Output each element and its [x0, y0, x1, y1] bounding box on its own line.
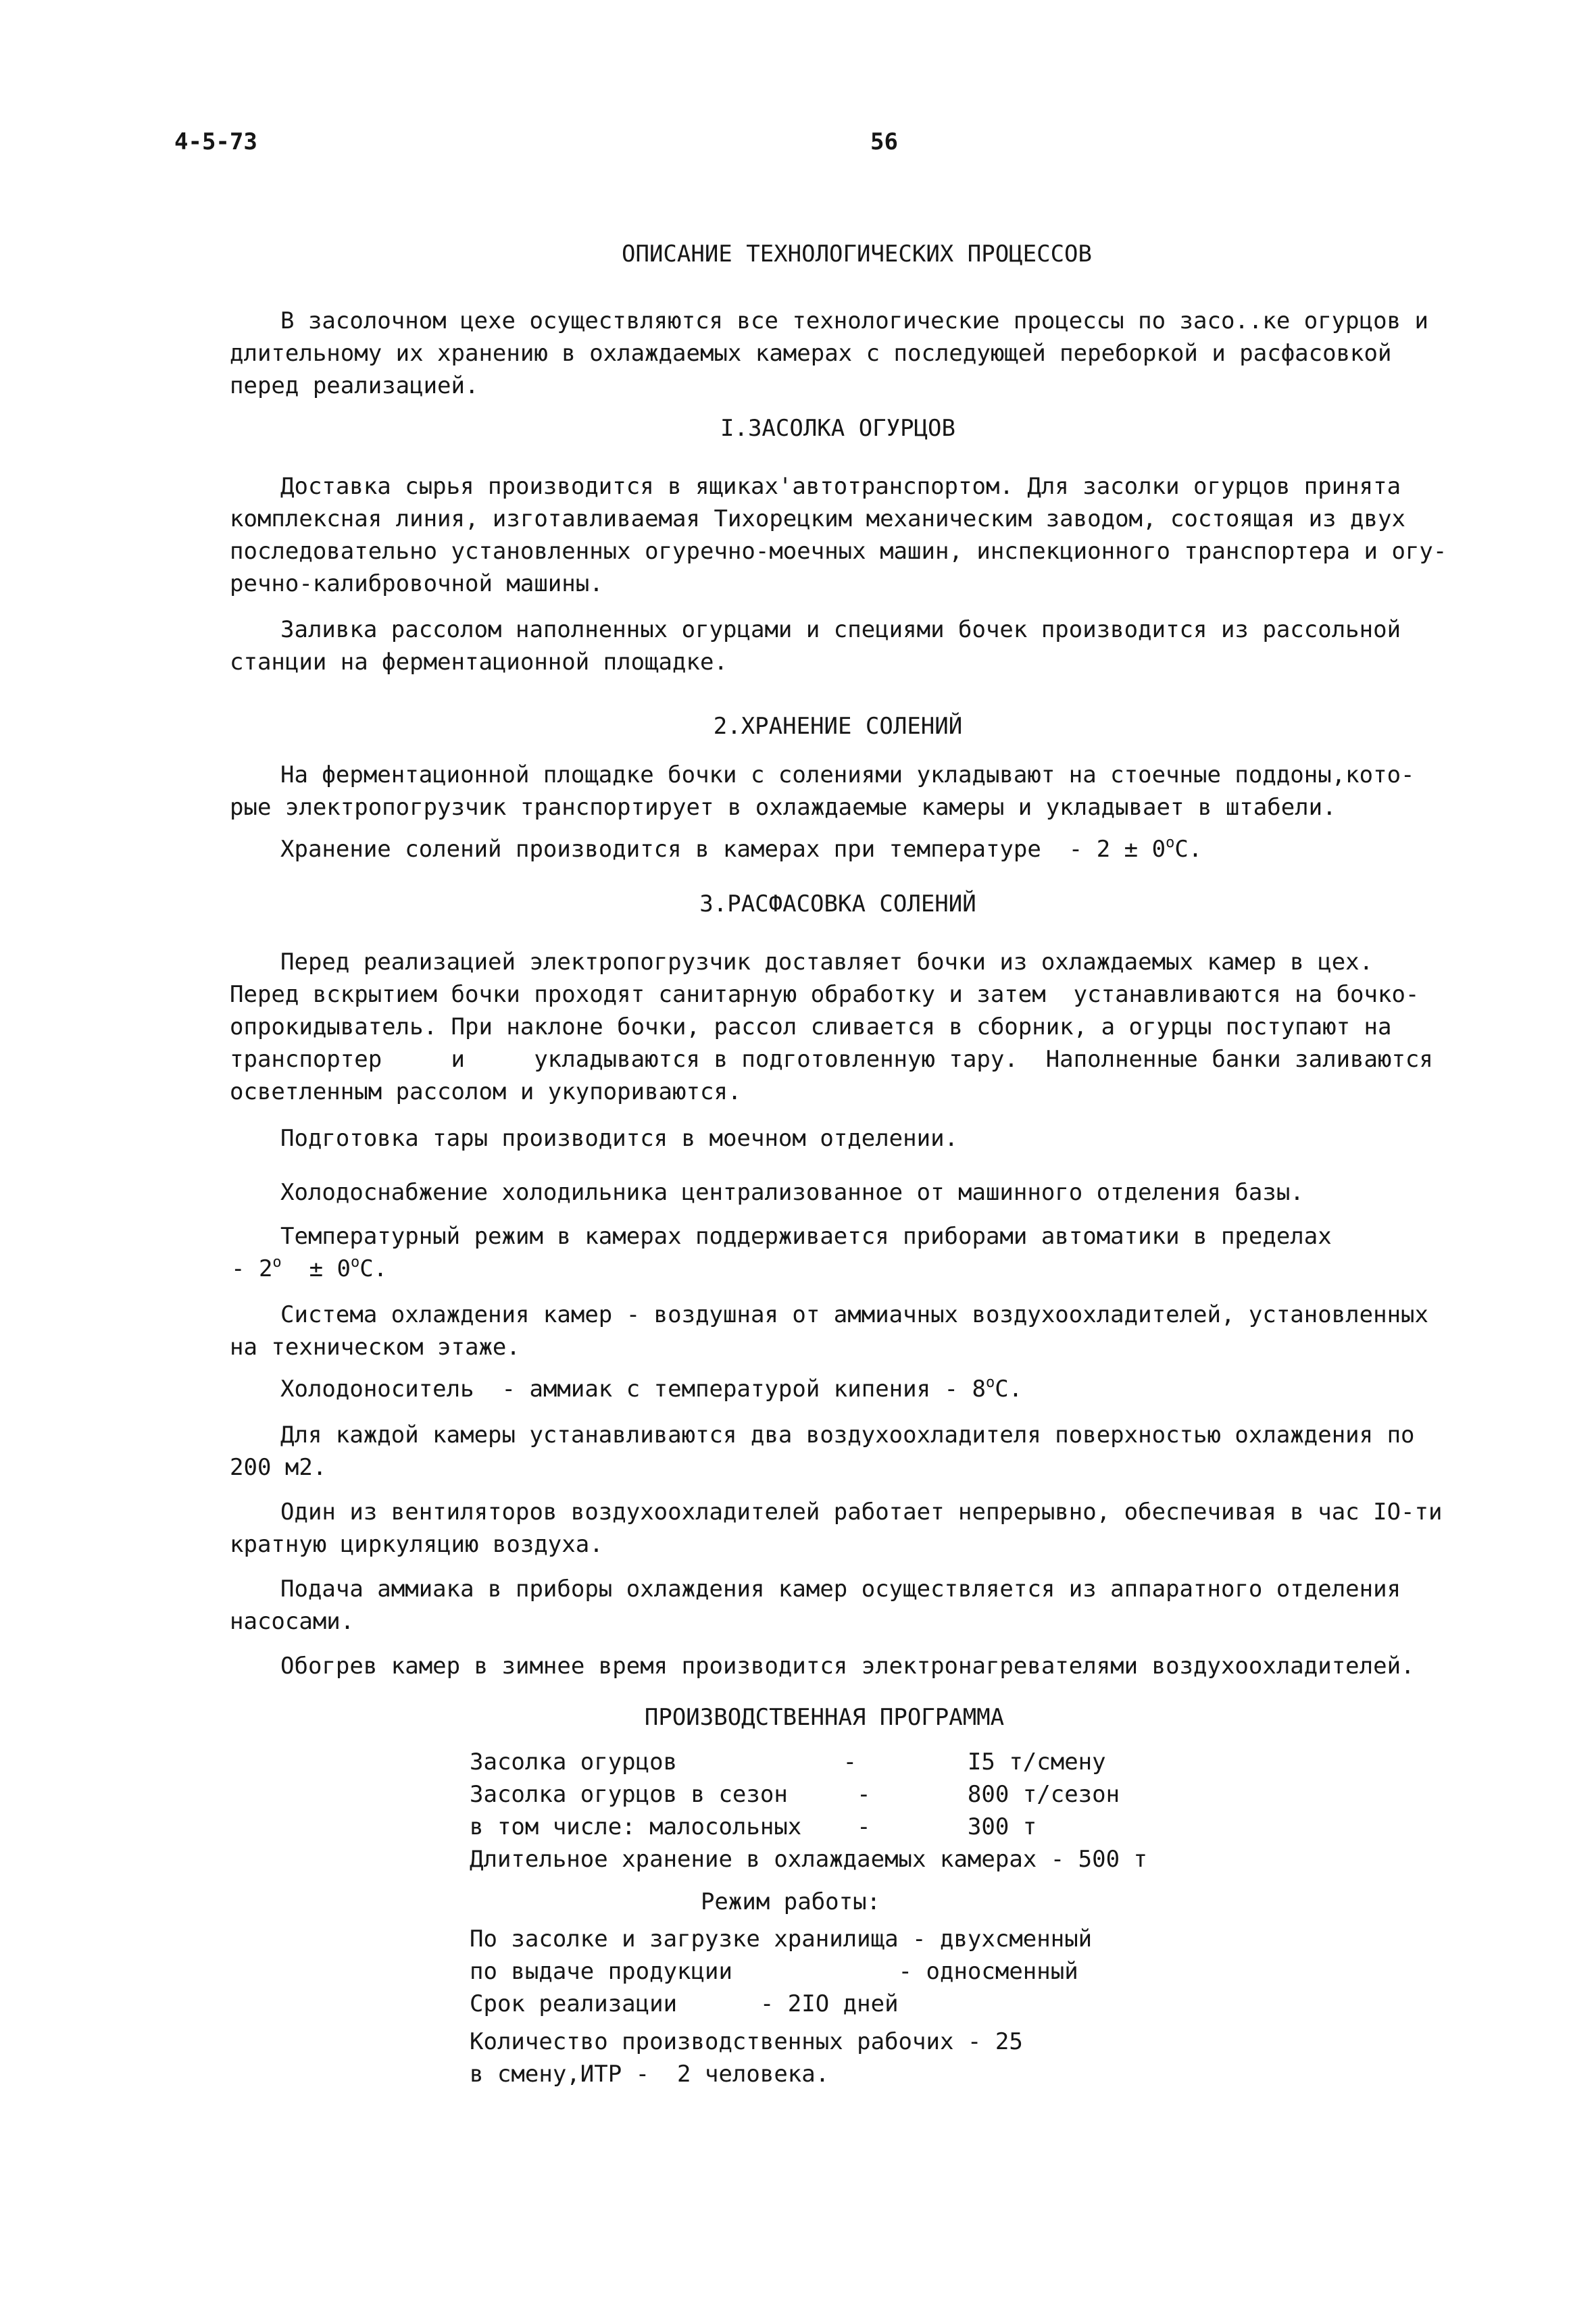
text-line: Холодоснабжение холодильника централизованное от машинного отделения базы. — [280, 1179, 1304, 1206]
text-fragment: С. — [359, 1255, 388, 1282]
document-code: 4-5-73 — [174, 128, 257, 155]
program-row: в том числе: малосольных - 300 т — [470, 1813, 1037, 1840]
text-line: Перед вскрытием бочки проходят санитарную обработку и затем устанавливаются на бочко- — [230, 981, 1420, 1008]
program-row: Длительное хранение в охлаждаемых камерах - 500 т — [470, 1846, 1148, 1873]
text-line: 200 м2. — [230, 1454, 327, 1481]
text-line: перед реализацией. — [230, 372, 479, 399]
text-line: в смену,ИТР - 2 человека. — [470, 2061, 830, 2088]
work-mode-heading: Режим работы: — [700, 1888, 881, 1915]
text-line: Для каждой камеры устанавливаются два воздухоохладителя поверхностью охлаждения по — [280, 1422, 1415, 1449]
text-line: насосами. — [230, 1608, 355, 1635]
text-line: опрокидыватель. При наклоне бочки, рассол сливается в сборник, а огурцы поступают на — [230, 1013, 1392, 1040]
text-fragment: С. — [995, 1376, 1023, 1403]
storage-temperature-line — [280, 836, 1202, 863]
section-heading: 2.ХРАНЕНИЕ СОЛЕНИЙ — [713, 713, 963, 740]
text-line: комплексная линия, изготавливаемая Тихорецким механическим заводом, состоящая из двух — [230, 505, 1405, 532]
temperature-range-line — [231, 1255, 387, 1282]
page-number: 56 — [870, 128, 898, 155]
work-mode-row: Срок реализации - 2IO дней — [470, 1990, 899, 2017]
text-line: Подача аммиака в приборы охлаждения камер осуществляется из аппаратного отделения — [280, 1576, 1401, 1603]
text-line: рые электропогрузчик транспортирует в охлаждаемые камеры и укладывает в штабели. — [230, 794, 1337, 821]
degree-sign: о — [272, 1254, 282, 1271]
text-line: Подготовка тары производится в моечном отделении. — [280, 1125, 959, 1152]
text-line: В засолочном цехе осуществляются все технологические процессы по засо..ке огурцов и — [280, 307, 1428, 334]
text-fragment: С. — [1174, 836, 1203, 863]
text-line: Система охлаждения камер - воздушная от аммиачных воздухоохладителей, установленных — [280, 1301, 1428, 1328]
degree-sign: о — [985, 1374, 995, 1391]
document-title: ОПИСАНИЕ ТЕХНОЛОГИЧЕСКИХ ПРОЦЕССОВ — [622, 241, 1092, 268]
text-line: осветленным рассолом и укупориваются. — [230, 1078, 742, 1105]
text-line: транспортер и укладываются в подготовленную тару. Наполненные банки заливаются — [230, 1046, 1433, 1073]
text-line: Заливка рассолом наполненных огурцами и специями бочек производится из рассольной — [280, 616, 1401, 643]
degree-sign: о — [351, 1254, 360, 1271]
text-line: На ферментационной площадке бочки с солениями укладывают на стоечные поддоны,кото- — [280, 761, 1415, 788]
text-line: Температурный режим в камерах поддерживается приборами автоматики в пределах — [280, 1223, 1332, 1250]
text-line: Доставка сырья производится в ящиках'автотранспортом. Для засолки огурцов принята — [280, 473, 1401, 500]
text-line: Один из вентиляторов воздухоохладителей работает непрерывно, обеспечивая в час IO-ти — [280, 1499, 1443, 1526]
text-line: на техническом этаже. — [230, 1334, 520, 1361]
work-mode-row: По засолке и загрузке хранилища - двухсменный — [470, 1926, 1093, 1953]
section-heading: 3.РАСФАСОВКА СОЛЕНИЙ — [699, 890, 976, 917]
program-row: Засолка огурцов - I5 т/смену — [470, 1749, 1106, 1776]
text-line: длительному их хранению в охлаждаемых камерах с последующей переборкой и расфасовкой — [230, 340, 1392, 367]
text-fragment: ± 0 — [281, 1255, 351, 1282]
text-line: Перед реализацией электропогрузчик доставляет бочки из охлаждаемых камер в цех. — [280, 949, 1374, 976]
degree-sign: о — [1166, 834, 1175, 851]
text-line: речно-калибровочной машины. — [230, 570, 603, 597]
coolant-line — [280, 1376, 1022, 1403]
text-line: последовательно установленных огуречно-моечных машин, инспекционного транспортера и огу- — [230, 538, 1447, 565]
text-fragment: - 2 — [231, 1255, 273, 1282]
program-heading: ПРОИЗВОДСТВЕННАЯ ПРОГРАММА — [644, 1704, 1005, 1731]
section-heading: I.ЗАСОЛКА ОГУРЦОВ — [720, 415, 955, 442]
text-line: станции на ферментационной площадке. — [230, 649, 728, 676]
text-line: Количество производственных рабочих - 25 — [470, 2028, 1023, 2055]
text-line: кратную циркуляцию воздуха. — [230, 1531, 603, 1558]
work-mode-row: по выдаче продукции - односменный — [470, 1958, 1078, 1985]
program-row: Засолка огурцов в сезон - 800 т/сезон — [470, 1781, 1120, 1808]
text-line: Обогрев камер в зимнее время производится электронагревателями воздухоохладителей. — [280, 1653, 1415, 1680]
text-fragment: Хранение солений производится в камерах при температуре - 2 ± 0 — [280, 836, 1166, 863]
text-fragment: Холодоноситель - аммиак с температурой кипения - 8 — [280, 1376, 986, 1403]
